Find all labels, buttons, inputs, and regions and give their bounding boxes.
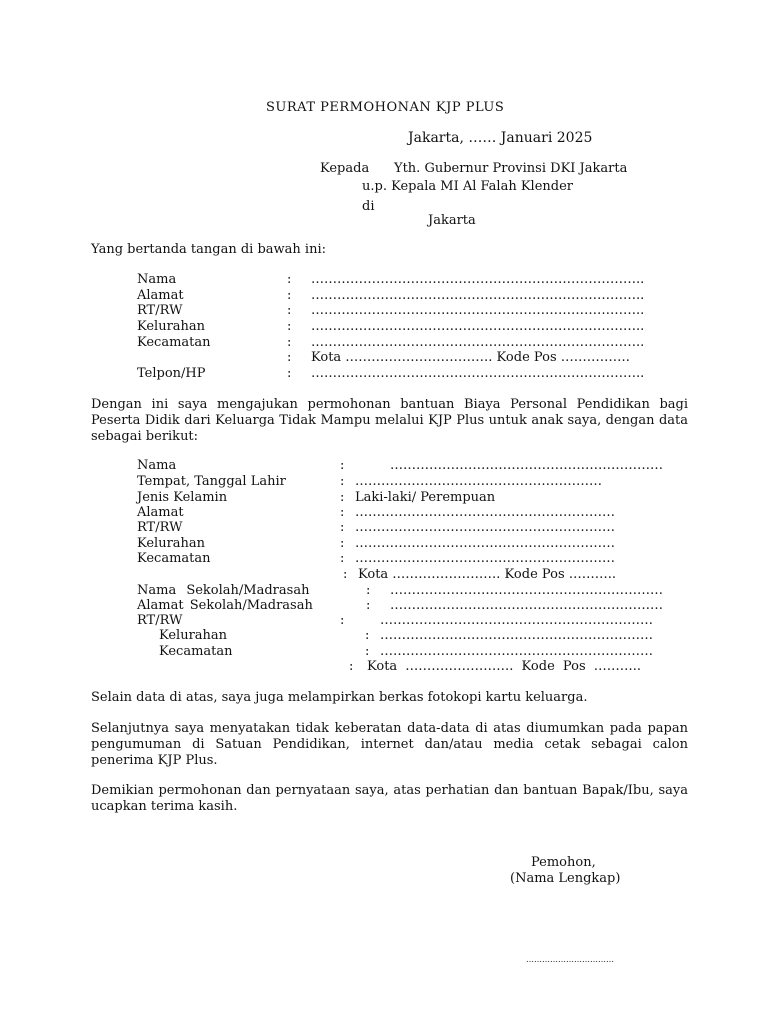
field-label: Nama <box>137 458 177 473</box>
field-value: Kota ……………………………. Kode Pos ……………. <box>311 350 630 365</box>
field-value: ……………………………………………………… <box>380 613 653 628</box>
field-value: ……………………………………………………… <box>390 458 663 473</box>
field-colon: : <box>343 567 348 582</box>
field-colon: : <box>340 490 345 505</box>
field-colon: : <box>365 644 370 659</box>
recipient-kepada-label: Kepada <box>320 161 370 176</box>
field-value: Kota ……………………. Kode Pos ……….. <box>367 659 642 674</box>
field-colon: : <box>349 659 354 674</box>
field-value: ……………………………………………………… <box>390 598 663 613</box>
request-paragraph: Dengan ini saya mengajukan permohonan bantuan Biaya Personal Pendidikan bagi Peserta Didik dari Keluarga Tidak Mampu melalui KJP Plus untuk anak saya, dengan data sebagai berikut: <box>91 397 688 444</box>
field-colon: : <box>287 350 292 365</box>
field-value: Kota ……………………. Kode Pos ……….. <box>358 567 617 582</box>
field-label: Jenis Kelamin <box>137 490 228 505</box>
field-value: …………………………………………………… <box>355 505 615 520</box>
field-colon: : <box>287 335 292 350</box>
field-label: Alamat <box>137 288 184 303</box>
field-label: Kecamatan <box>159 644 233 659</box>
field-colon: : <box>340 551 345 566</box>
field-value: ……………………………………………………… <box>380 644 653 659</box>
field-value: ………………………………………………………………….. <box>311 366 645 381</box>
letter-title: SURAT PERMOHONAN KJP PLUS <box>266 100 505 115</box>
field-label: Kelurahan <box>137 319 206 334</box>
field-colon: : <box>366 583 371 598</box>
recipient-line-2: u.p. Kepala MI Al Falah Klender <box>362 179 573 194</box>
field-value: ………………………………………………………………….. <box>311 335 645 350</box>
field-label: Kecamatan <box>137 551 211 566</box>
field-colon: : <box>340 520 345 535</box>
field-colon: : <box>366 598 371 613</box>
field-colon: : <box>340 474 345 489</box>
field-colon: : <box>340 536 345 551</box>
field-value: ……………………………………………………… <box>380 628 653 643</box>
intro-text: Yang bertanda tangan di bawah ini: <box>91 242 326 257</box>
field-value: …………………………………………………… <box>355 536 615 551</box>
field-label: Kecamatan <box>137 335 211 350</box>
closing-paragraph: Demikian permohonan dan pernyataan saya, atas perhatian dan bantuan Bapak/Ibu, saya ucapkan terima kasih. <box>91 783 688 814</box>
field-label: Nama Sekolah/Madrasah <box>137 583 310 598</box>
field-colon: : <box>287 303 292 318</box>
field-colon: : <box>287 319 292 334</box>
field-label: Telpon/HP <box>137 366 206 381</box>
field-label: Alamat Sekolah/Madrasah <box>137 598 313 613</box>
field-value: Laki-laki/ Perempuan <box>355 490 496 505</box>
field-colon: : <box>287 288 292 303</box>
field-value: ………………………………………………………………….. <box>311 288 645 303</box>
field-value: ………………………………………………………………….. <box>311 319 645 334</box>
field-value: ………………………………………………… <box>355 474 602 489</box>
field-label: Kelurahan <box>159 628 228 643</box>
field-label: RT/RW <box>137 613 183 628</box>
field-colon: : <box>287 272 292 287</box>
recipient-line-3: di <box>362 199 375 214</box>
field-value: …………………………………………………… <box>355 551 615 566</box>
signature-line: …………………………… <box>526 955 614 964</box>
letter-date: Jakarta, …… Januari 2025 <box>408 130 593 146</box>
field-colon: : <box>287 366 292 381</box>
field-colon: : <box>340 505 345 520</box>
field-value: ………………………………………………………………….. <box>311 303 645 318</box>
statement-paragraph: Selanjutnya saya menyatakan tidak keberatan data-data di atas diumumkan pada papan pengumuman di Satuan Pendidikan, internet dan/atau media cetak sebagai calon penerima KJP Plus. <box>91 721 688 768</box>
signature-role: Pemohon, <box>531 855 596 870</box>
field-label: Kelurahan <box>137 536 206 551</box>
signature-name: (Nama Lengkap) <box>510 871 621 886</box>
field-label: RT/RW <box>137 520 183 535</box>
field-colon: : <box>340 458 345 473</box>
field-label: Tempat, Tanggal Lahir <box>137 474 286 489</box>
field-label: RT/RW <box>137 303 183 318</box>
field-value: …………………………………………………… <box>355 520 615 535</box>
field-value: ………………………………………………………………….. <box>311 272 645 287</box>
field-label: Nama <box>137 272 177 287</box>
field-colon: : <box>365 628 370 643</box>
field-label: Alamat <box>137 505 184 520</box>
recipient-line-4: Jakarta <box>428 213 476 228</box>
attachment-paragraph: Selain data di atas, saya juga melampirkan berkas fotokopi kartu keluarga. <box>91 690 588 705</box>
field-value: ……………………………………………………… <box>390 583 663 598</box>
recipient-line-1: Yth. Gubernur Provinsi DKI Jakarta <box>394 161 628 176</box>
field-colon: : <box>340 613 345 628</box>
